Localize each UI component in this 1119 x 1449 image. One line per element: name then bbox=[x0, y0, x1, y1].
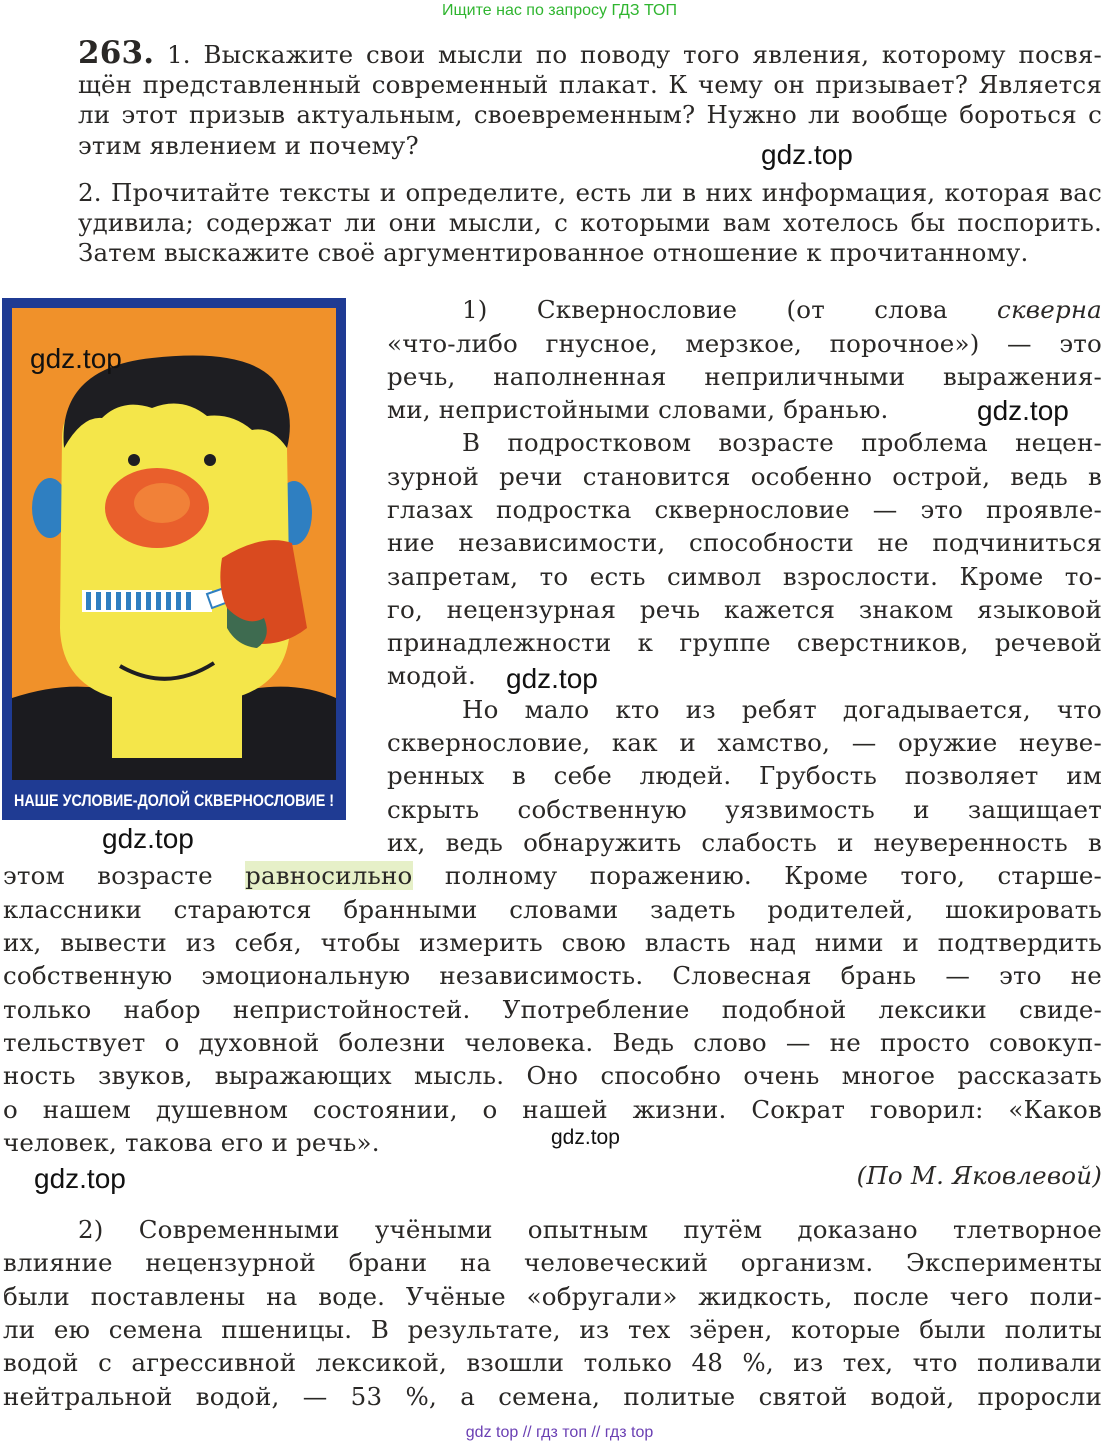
text1-full-line-1-after: полному поражению. Кроме того, старше- bbox=[412, 861, 1102, 890]
text1-side-line: В подростковом возрасте проблема нецен- bbox=[462, 428, 1102, 457]
text1-full-line: человек, такова его и речь». bbox=[3, 1128, 380, 1157]
text1-side-line: модой. bbox=[387, 661, 476, 690]
watermark: gdz.top bbox=[30, 343, 122, 374]
text1-side-line: «что-либо гнусное, мерзкое, порочное») — это bbox=[387, 329, 1102, 358]
task1-line-4: этим явлением и почему? bbox=[78, 131, 419, 160]
poster-eye-right bbox=[204, 454, 216, 466]
text1-full-line-1-before: этом возрасте bbox=[3, 861, 246, 890]
text1-side-line: глазах подростка сквернословие — это проявле- bbox=[387, 495, 1102, 524]
text1-term: скверна bbox=[997, 295, 1102, 324]
text2-line: водой с агрессивной лексикой, взошли только 48 %, из тех, что поливали bbox=[3, 1348, 1102, 1377]
text1-side-line: ми, непристойными словами, бранью. bbox=[387, 395, 889, 424]
top-banner[interactable]: Ищите нас по запросу ГДЗ ТОП bbox=[442, 2, 677, 19]
watermark: gdz.top bbox=[102, 823, 194, 854]
text1-full-line: только набор непристойностей. Употребление подобной лексики свиде- bbox=[3, 995, 1102, 1024]
text1-line-1-start: 1) Сквернословие (от слова bbox=[462, 295, 998, 324]
exercise-number: 263. bbox=[78, 35, 155, 71]
text1-side-line: сквернословие, как и хамство, — оружие неуве- bbox=[387, 728, 1102, 757]
text1-side-line: Но мало кто из ребят догадывается, что bbox=[462, 695, 1102, 724]
text1-source: (По М. Яковлевой) bbox=[856, 1161, 1102, 1190]
text1-side-line: скрыть собственную уязвимость и защищает bbox=[387, 795, 1102, 824]
text1-full-line: о нашем душевном состоянии, о нашей жизни. Сократ говорил: «Каков bbox=[3, 1095, 1102, 1124]
text1-full-line: их, вывести из себя, чтобы измерить свою власть над ними и подтвердить bbox=[3, 928, 1102, 957]
task1-line-3: ли этот призыв актуальным, своевременным? Нужно ли вообще бороться с bbox=[78, 100, 1102, 129]
text1-full-line: ность звуков, выражающих мысль. Оно способно очень многое рассказать bbox=[3, 1061, 1102, 1090]
watermark: gdz.top bbox=[506, 663, 598, 694]
text2-line: нейтральной водой, — 53 %, а семена, политые святой водой, проросли bbox=[3, 1382, 1102, 1411]
text1-full-line: тельствует о духовной болезни человека. Ведь слово — не просто совокуп- bbox=[3, 1028, 1102, 1057]
watermark: gdz.top bbox=[977, 395, 1069, 426]
task1-line-1 bbox=[78, 35, 1102, 71]
text2-line: 2) Современными учёными опытным путём доказано тлетворное bbox=[78, 1215, 1102, 1244]
poster-caption: НАШЕ УСЛОВИЕ-ДОЛОЙ СКВЕРНОСЛОВИЕ ! bbox=[14, 791, 334, 810]
task1-text: 1. Выскажите свои мысли по поводу того явления, которому посвя- bbox=[167, 40, 1102, 69]
text1-side-line: ренных в себе людей. Грубость позволяет им bbox=[387, 761, 1102, 790]
text1-side-line: речь, наполненная неприличными выражения- bbox=[387, 362, 1102, 391]
text1-side-line: их, ведь обнаружить слабость и неуверенность в bbox=[387, 828, 1102, 857]
task2-line-2: удивила; содержат ли они мысли, с которыми вам хотелось бы поспорить. bbox=[78, 208, 1102, 237]
poster-image bbox=[2, 298, 346, 820]
text1-full-line-1 bbox=[3, 861, 1102, 890]
text2-line: ли ею семена пшеницы. В результате, из тех зёрен, которые были политы bbox=[3, 1315, 1102, 1344]
task1-line-2: щён представленный современный плакат. К чему он призывает? Является bbox=[78, 70, 1102, 99]
task2-line-3: Затем выскажите своё аргументированное отношение к прочитанному. bbox=[78, 238, 1029, 267]
text1-side-line: зурной речи становится особенно острой, ведь в bbox=[387, 462, 1102, 491]
text1-line-1 bbox=[462, 295, 1102, 324]
text2-line: были поставлены на воде. Учёные «обругали» жидкость, после чего поли- bbox=[3, 1282, 1102, 1311]
poster-eye-left bbox=[128, 454, 140, 466]
watermark: gdz.top bbox=[34, 1163, 126, 1194]
text1-side-line: запретам, то есть символ взрослости. Кроме то- bbox=[387, 562, 1102, 591]
text1-full-line: собственную эмоциональную независимость. Словесная брань — это не bbox=[3, 961, 1102, 990]
task2-line-1: 2. Прочитайте тексты и определите, есть ли в них информация, которая вас bbox=[78, 178, 1102, 207]
text1-full-line: классники стараются бранными словами задеть родителей, шокировать bbox=[3, 895, 1102, 924]
bottom-banner[interactable]: gdz top // гдз топ // гдз top bbox=[465, 1424, 654, 1441]
text1-side-line: го, нецензурная речь кажется знаком языковой bbox=[387, 595, 1102, 624]
highlighted-word[interactable]: равносильно bbox=[245, 861, 413, 890]
text2-line: влияние нецензурной брани на человеческий организм. Эксперименты bbox=[3, 1248, 1102, 1277]
text1-side-line: принадлежности к группе сверстников, речевой bbox=[387, 628, 1102, 657]
text1-side-line: ние независимости, способности не подчиниться bbox=[387, 528, 1102, 557]
poster-illustration bbox=[2, 298, 346, 820]
watermark: gdz.top bbox=[761, 139, 853, 170]
watermark: gdz.top bbox=[551, 1126, 620, 1149]
